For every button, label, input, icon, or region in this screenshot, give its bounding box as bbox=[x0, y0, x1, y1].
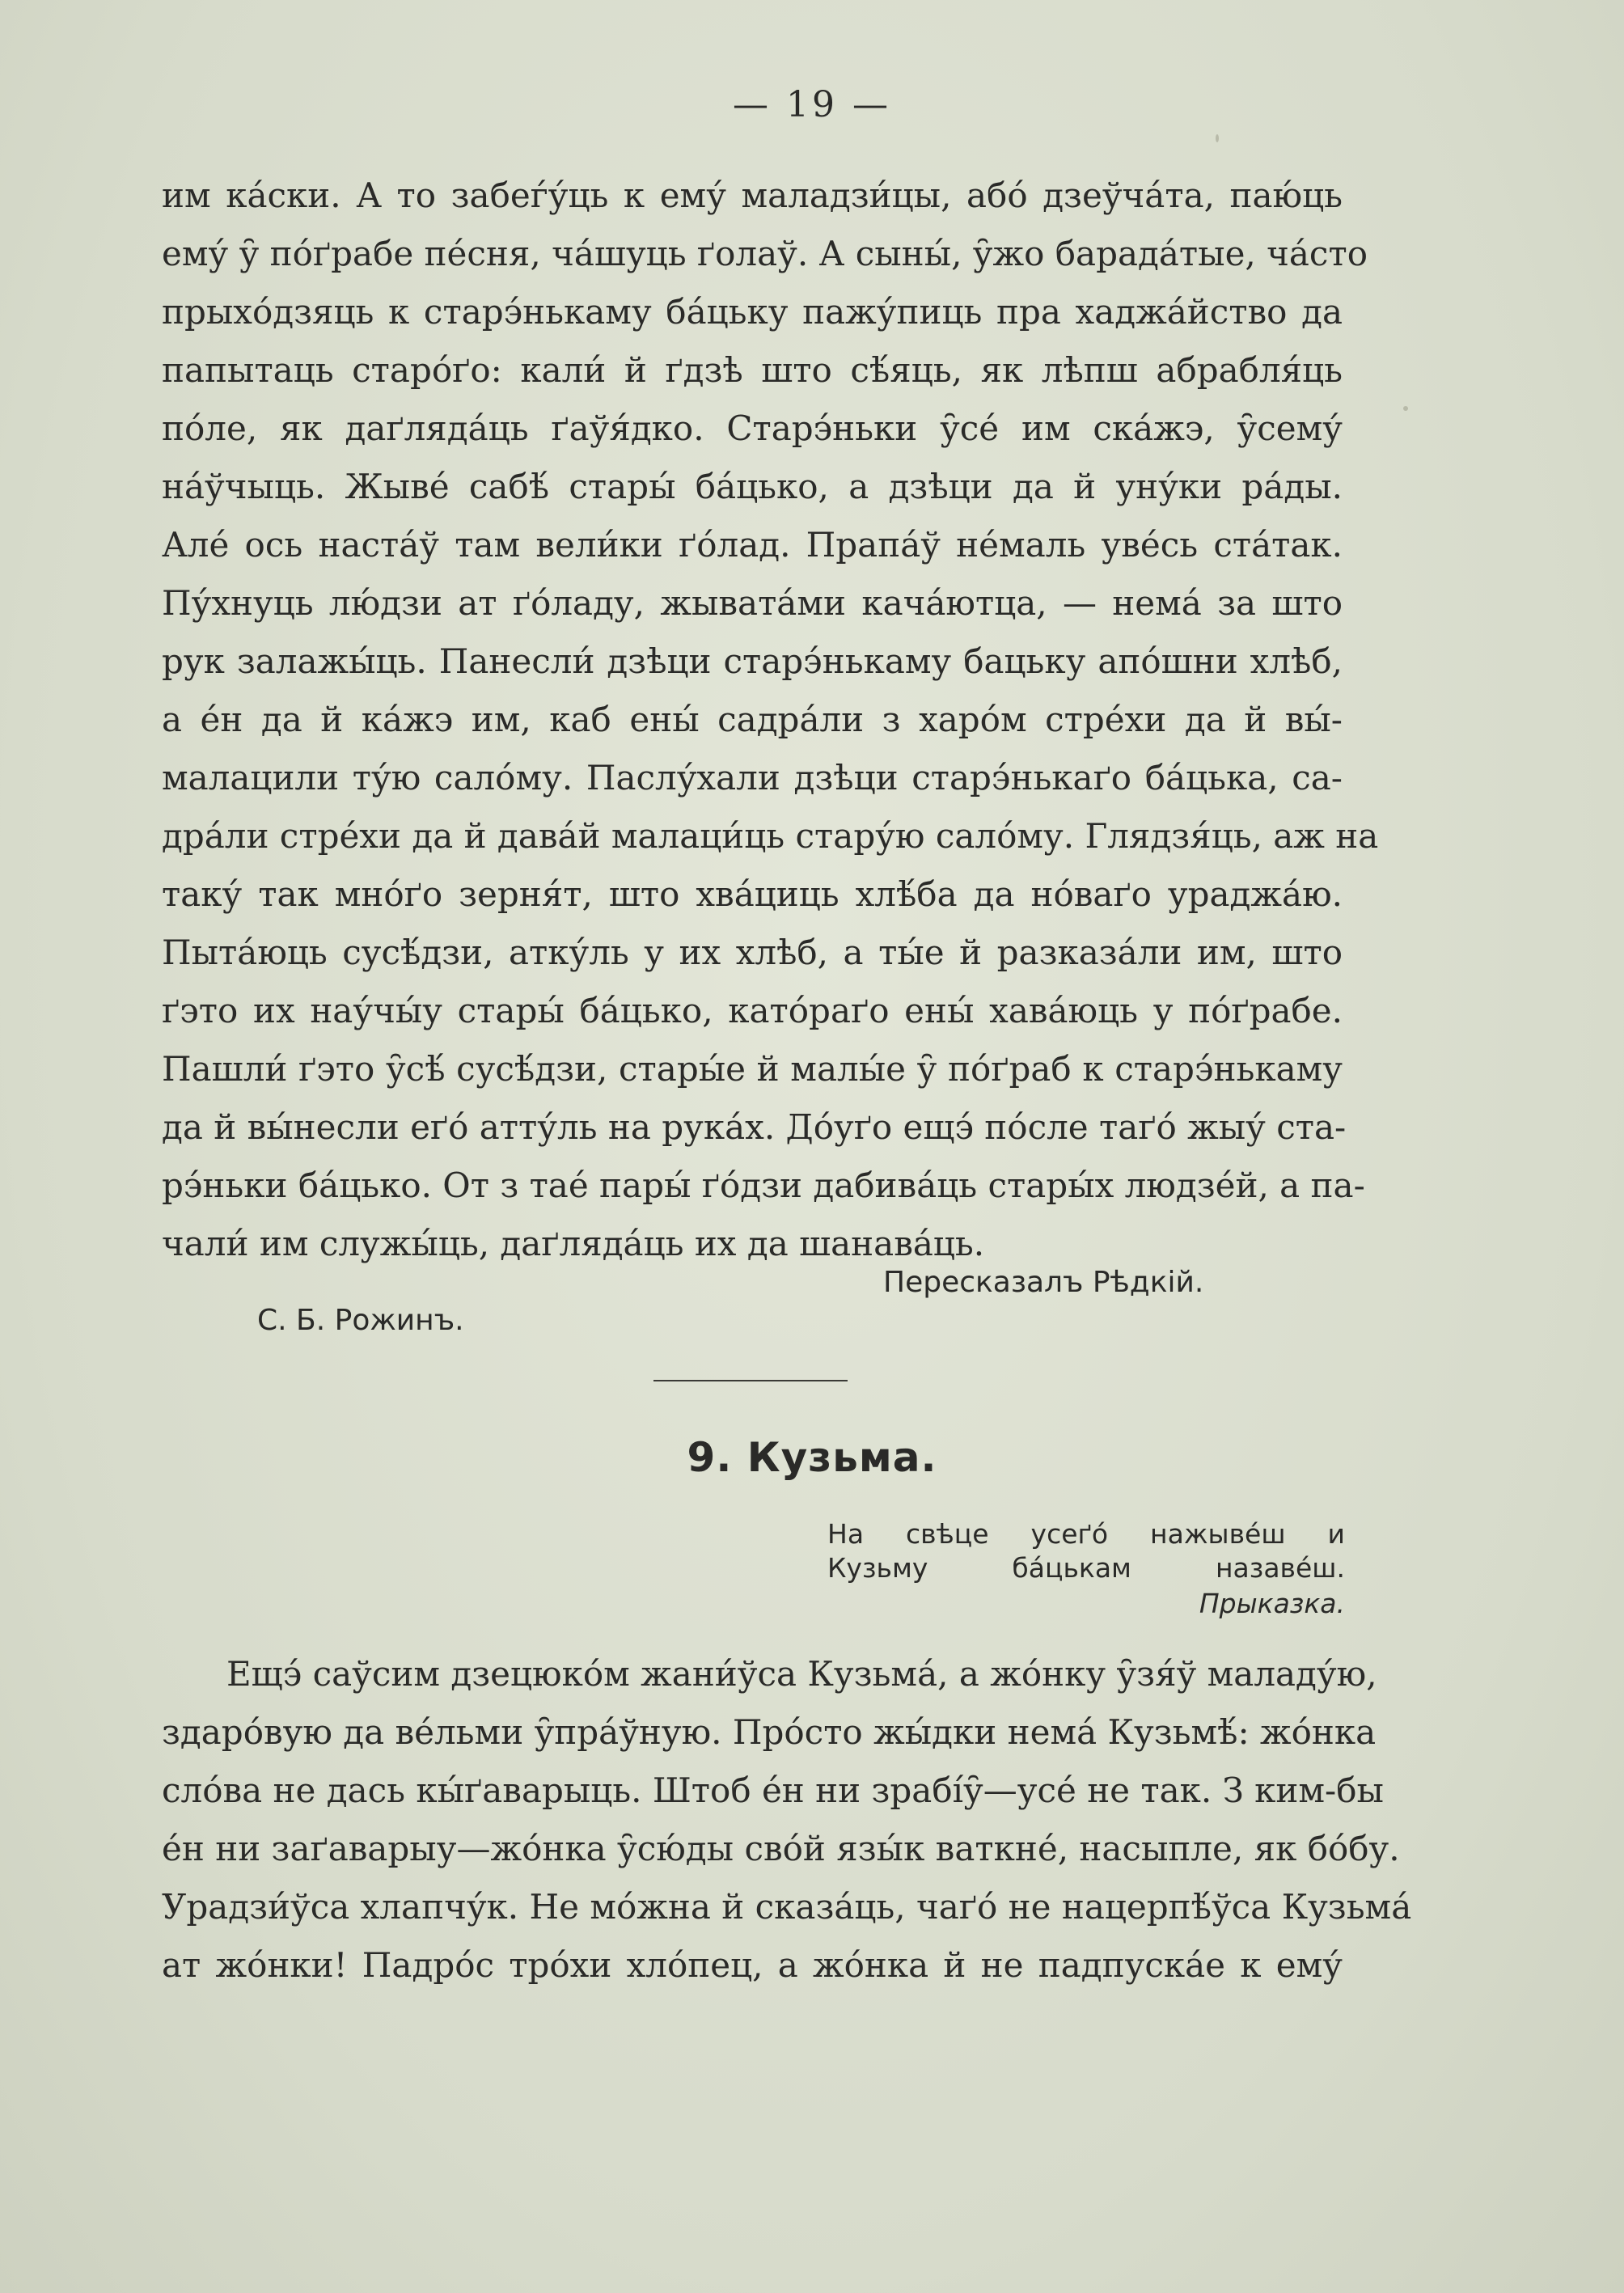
story-line: Пыта́юць сусѣ́дзи, атку́ль у их хлѣб, а ты́е й разказа́ли им, што bbox=[162, 933, 1343, 972]
story-line: дра́ли стре́хи да й дава́й малаци́ць стару́ю сало́му. Глядзя́ць, аж на bbox=[162, 816, 1379, 856]
next-story-text bbox=[162, 1645, 1412, 1995]
page-number: — 19 — bbox=[733, 84, 891, 125]
story-line: сло́ва не дась кы́ґаварыць. Штоб е́н ни зрабі́у̑—усе́ не так. З ким-бы bbox=[162, 1771, 1384, 1810]
epigraph bbox=[827, 1517, 1345, 1622]
story-line: по́ле, як даґляда́ць ґаўя́дко. Старэ́ньки у̑се́ им ска́жэ, у̑сему́ bbox=[162, 408, 1343, 448]
story-line: здаро́вую да ве́льми у̑пра́ўную. Про́сто жы́дки нема́ Кузьмѣ́: жо́нка bbox=[162, 1712, 1377, 1752]
section-title: 9. Кузьма. bbox=[687, 1434, 937, 1481]
epigraph-line: На свѣце усеґо́ нажыве́ш и bbox=[827, 1518, 1345, 1550]
epigraph-line: Кузьму ба́цькам назаве́ш. bbox=[827, 1552, 1345, 1584]
story-line: им ка́ски. А то забеѓу́ць к ему́ маладзи́цы, або́ дзеўча́та, паю́ць bbox=[162, 176, 1343, 215]
story-line: да й вы́несли еґо́ атту́ль на рука́х. До́уґо ещэ́ по́сле таґо́ жыу́ ста- bbox=[162, 1107, 1347, 1147]
paper-speck bbox=[1403, 406, 1408, 411]
story-line: ґэто их нау́чы́у стары́ ба́цько, като́раґо ены́ хава́юць у по́ґрабе. bbox=[162, 991, 1343, 1030]
story-line: малацили ту́ю сало́му. Паслу́хали дзѣци старэ́нькаґо ба́цька, са- bbox=[162, 758, 1343, 797]
story-text bbox=[162, 167, 1379, 1273]
story-line: рук залажы́ць. Панесли́ дзѣци старэ́нькаму бацьку апо́шни хлѣб, bbox=[162, 641, 1343, 681]
story-line: ему́ у̑ по́ґрабе пе́сня, ча́шуць ґолаў. А сыны́, у̑жо барада́тые, ча́сто bbox=[162, 234, 1368, 273]
paper-speck bbox=[1216, 134, 1219, 142]
story-line: Урадзи́ўса хлапчу́к. Не мо́жна й сказа́ць, чаґо́ не нацерпѣ́ўса Кузьма́ bbox=[162, 1887, 1412, 1927]
story-line: е́н ни заґаварыу—жо́нка у̑сю́ды сво́й язы́к ваткне́, насыпле, як бо́бу. bbox=[162, 1829, 1400, 1868]
story-line: рэ́ньки ба́цько. От з тае́ пары́ ґо́дзи дабива́ць стары́х людзе́й, а па- bbox=[162, 1166, 1365, 1205]
contributor: С. Б. Рожинъ. bbox=[257, 1304, 464, 1337]
story-line: прыхо́дзяць к старэ́нькаму ба́цьку пажу́пиць пра хаджа́йство да bbox=[162, 292, 1343, 332]
story-line: на́ўчыць. Жыве́ сабѣ́ стары́ ба́цько, а дзѣци да й уну́ки ра́ды. bbox=[162, 467, 1343, 506]
story-line: Пу́хнуць лю́дзи ат ґо́ладу, жывата́ми кача́ютца, — нема́ за што bbox=[162, 583, 1343, 623]
epigraph-source: Прыказка. bbox=[1199, 1588, 1345, 1619]
attribution: Пересказалъ Рѣдкій. bbox=[883, 1266, 1204, 1299]
story-line: чали́ им служы́ць, даґляда́ць их да шанава́ць. bbox=[162, 1224, 985, 1263]
story-line: а е́н да й ка́жэ им, каб ены́ садра́ли з харо́м стре́хи да й вы́- bbox=[162, 700, 1343, 739]
story-line: ат жо́нки! Падро́с тро́хи хло́пец, а жо́нка й не падпуска́е к ему́ bbox=[162, 1945, 1343, 1985]
story-line: таку́ так мно́ґо зерня́т, што хва́циць хлѣ́ба да но́ваґо ураджа́ю. bbox=[162, 874, 1343, 914]
story-line: Але́ ось наста́ў там вели́ки ґо́лад. Прапа́ў не́маль уве́сь ста́так. bbox=[162, 525, 1343, 565]
story-line: Пашли́ ґэто у̑сѣ́ сусѣ́дзи, стары́е й малы́е у̑ по́ґраб к старэ́нькаму bbox=[162, 1049, 1343, 1089]
story-line: Ещэ́ саўсим дзецюко́м жани́ўса Кузьма́, а жо́нку у̑зя́ў маладу́ю, bbox=[226, 1654, 1377, 1694]
story-line: папытаць старо́ґо: кали́ й ґдзѣ што сѣ́яць, як лѣпш абрабля́ць bbox=[162, 350, 1343, 390]
section-divider bbox=[653, 1380, 848, 1381]
